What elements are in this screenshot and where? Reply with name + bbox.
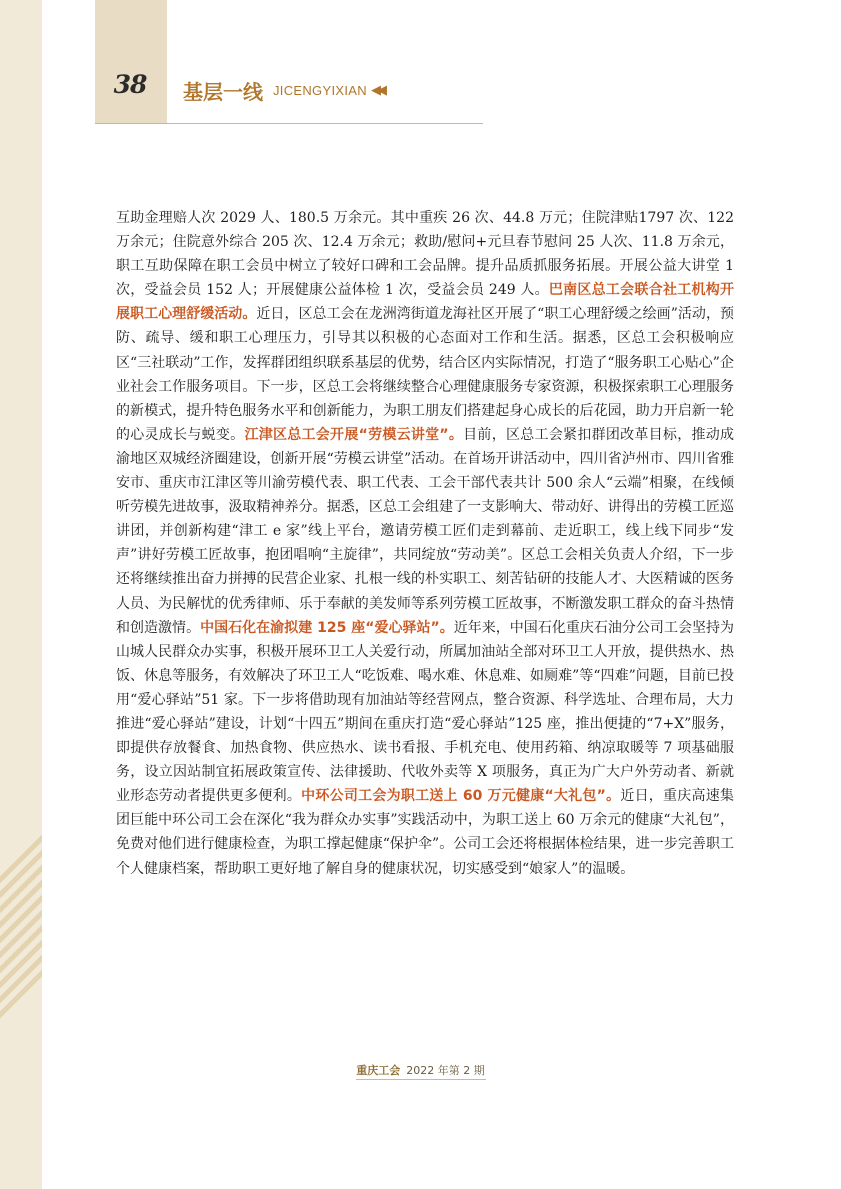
news-headline: 中国石化在渝拟建 125 座“爱心驿站”。 (200, 619, 454, 636)
footer-divider (356, 1079, 486, 1080)
header-divider (95, 123, 483, 124)
article-body (116, 206, 734, 881)
paragraph-text: 目前，区总工会紧扣群团改革目标，推动成渝地区双城经济圈建设，创新开展“劳模云讲堂”活动。在首场开讲活动中，四川省泸州市、四川省雅安市、重庆市江津区等川渝劳模代表、职工代表、工会干部代表共计 500 余人“云端”相聚，在线倾听劳模先进故事，汲取精神养分。据悉，区总工会组建了一支影响大、带动好、讲得出的劳模工匠巡讲团，并创新构建“津工 e 家”线上平台，邀请劳模工匠们走到幕前、走近职工，线上线下同步“发声”讲好劳模工匠故事，抱团唱响“主旋律”，共同绽放“劳动美”。区总工会相关负责人介绍，下一步还将继续推出奋力拼搏的民营企业家、扎根一线的朴实职工、刻苦钻研的技能人才、大医精诚的医务人员、为民解忧的优秀律师、乐于奉献的美发师等系列劳模工匠故事，不断激发职工群众的奋斗热情和创造激情。 (116, 426, 735, 636)
news-headline: 江津区总工会开展“劳模云讲堂”。 (244, 426, 464, 443)
header-color-block (95, 0, 167, 124)
news-headline: 巴南区总工会联合社工机构开展职工心理舒缓活动。 (116, 282, 734, 323)
page-number: 38 (113, 70, 147, 99)
page-footer (0, 1062, 841, 1078)
paragraph-text: 近年来，中国石化重庆石油分公司工会坚持为山城人民群众办实事，积极开展环卫工人关爱行动，所属加油站全部对环卫工人开放，提供热水、热饭、休息等服务，有效解决了环卫工人“吃饭难、喝水难、休息难、如厕难”等“四难”问题，目前已投用“爱心驿站”51 家。下一步将借助现有加油站等经营网点，整合资源、科学选址、合理布局，大力推进“爱心驿站”建设，计划“十四五”期间在重庆打造“爱心驿站”125 座，推出便捷的“7+X”服务，即提供存放餐食、加热食物、供应热水、读书看报、手机充电、使用药箱、纳凉取暖等 7 项基础服务，设立因站制宜拓展政策宣传、法律援助、代收外卖等 X 项服务，真正为广大户外劳动者、新就业形态劳动者提供更多便利。 (116, 619, 735, 805)
decorative-side-stripes (0, 0, 42, 1189)
section-pinyin: JICENGYIXIAN (273, 83, 367, 98)
issue-label: 2022 年第 2 期 (406, 1064, 485, 1077)
paragraph-text: 近日，区总工会在龙洲湾街道龙海社区开展了“职工心理舒缓之绘画”活动，预防、疏导、缓和职工心理压力，引导其以积极的心态面对工作和生活。据悉，区总工会积极响应区“三社联动”工作，发挥群团组织联系基层的优势，结合区内实际情况，打造了“服务职工心贴心”企业社会工作服务项目。下一步，区总工会将继续整合心理健康服务专家资源，积极探索职工心理服务的新模式，提升特色服务水平和创新能力，为职工朋友们搭建起身心成长的后花园，助力开启新一轮的心灵成长与蜕变。 (116, 306, 735, 443)
paragraph-text: 互助金理赔人次 2029 人、180.5 万余元。其中重疾 26 次、44.8 万元；住院津贴1797 次、122 万余元；住院意外综合 205 次、12.4 万余元；救助/慰问+元旦春节慰问 25 人次、11.8 万余元，职工互助保障在职工会员中树立了较好口碑和工会品牌。提升品质抓服务拓展。开展公益大讲堂 1 次，受益会员 152 人；开展健康公益体检 1 次，受益会员 249 人。 (116, 210, 734, 299)
section-title: 基层一线 (183, 80, 263, 104)
double-arrow-left-icon: ◀◀ (371, 83, 383, 98)
magazine-name: 重庆工会 (356, 1064, 401, 1077)
paragraph-text: 近日，重庆高速集团巨能中环公司工会在深化“我为群众办实事”实践活动中，为职工送上 60 万余元的健康“大礼包”，免费对他们进行健康检查，为职工撑起健康“保护伞”。公司工会还将根据体检结果，进一步完善职工个人健康档案，帮助职工更好地了解自身的健康状况，切实感受到“娘家人”的温暖。 (116, 788, 735, 877)
news-headline: 中环公司工会为职工送上 60 万元健康“大礼包”。 (301, 788, 621, 805)
